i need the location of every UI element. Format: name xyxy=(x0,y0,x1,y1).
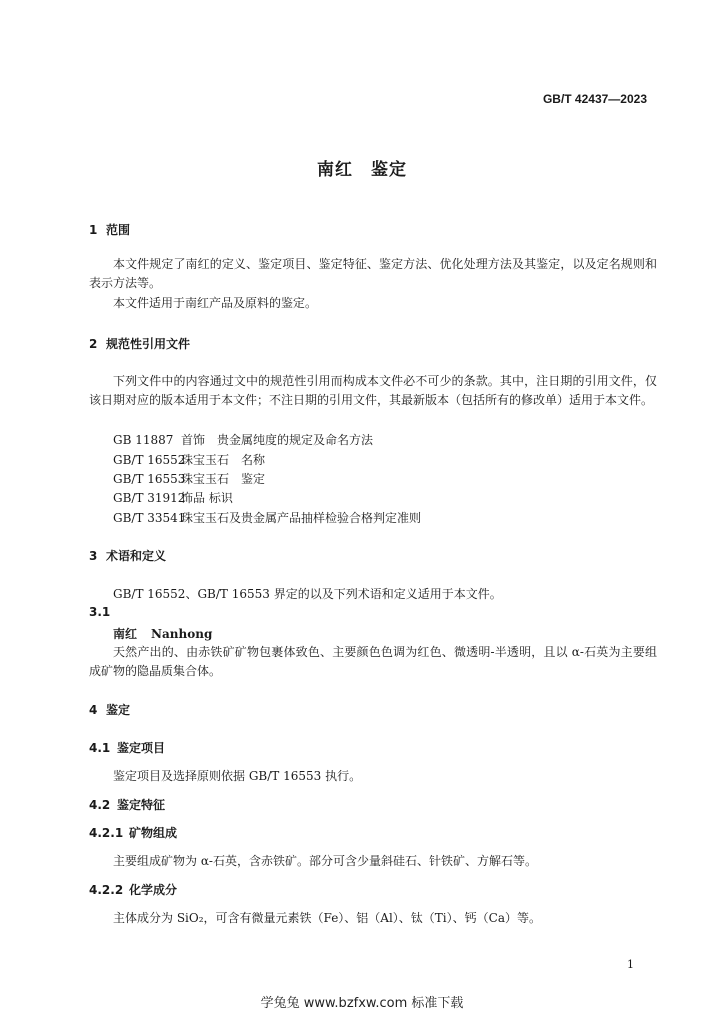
reference-code: GB/T 16552 xyxy=(113,453,186,467)
section-title: 化学成分 xyxy=(129,883,178,897)
section-title: 规范性引用文件 xyxy=(106,337,191,351)
section-number: 4 xyxy=(89,703,98,717)
section-number: 4.2.1 xyxy=(89,826,124,840)
section-title: 鉴定 xyxy=(106,703,131,717)
site-footer: 学兔兔 www.bzfxw.com 标准下载 xyxy=(260,996,464,1011)
section-number: 4.2.2 xyxy=(89,883,124,897)
section-number: 2 xyxy=(89,337,98,351)
page-number: 1 xyxy=(627,958,634,971)
reference-title: 珠宝玉石 鉴定 xyxy=(181,472,266,486)
term-number: 3.1 xyxy=(89,605,111,619)
section-3-heading xyxy=(89,547,166,564)
section-title: 鉴定特征 xyxy=(117,798,166,812)
section-1-heading xyxy=(89,221,130,238)
reference-title: 珠宝玉石及贵金属产品抽样检验合格判定准则 xyxy=(181,511,422,525)
document-title: 南红 鉴定 xyxy=(317,160,407,180)
reference-item xyxy=(113,470,265,487)
terms-intro: GB/T 16552、GB/T 16553 界定的以及下列术语和定义适用于本文件。 xyxy=(113,587,502,601)
section-4-2-2-heading xyxy=(89,881,177,898)
term-definition: 天然产出的、由赤铁矿矿物包裹体致色、主要颜色色调为红色、微透明-半透明，且以 α-石英为主要组成矿物的隐晶质集合体。 xyxy=(89,645,657,678)
reference-code: GB/T 16553 xyxy=(113,472,186,486)
section-title: 术语和定义 xyxy=(106,549,167,563)
reference-item xyxy=(113,431,373,448)
term-chinese: 南红 xyxy=(113,627,138,641)
reference-code: GB 11887 xyxy=(113,433,174,447)
standard-number: GB/T 42437—2023 xyxy=(542,92,647,106)
term-entry xyxy=(113,625,212,642)
normative-references-paragraph: 下列文件中的内容通过文中的规范性引用而构成本文件必不可少的条款。其中，注日期的引用文件，仅该日期对应的版本适用于本文件；不注日期的引用文件，其最新版本（包括所有的修改单）适用于本文件。 xyxy=(89,374,657,407)
section-number: 4.1 xyxy=(89,741,111,755)
section-number: 4.2 xyxy=(89,798,111,812)
section-title: 鉴定项目 xyxy=(117,741,166,755)
section-4-heading xyxy=(89,701,130,718)
reference-item xyxy=(113,489,233,506)
term-english: Nanhong xyxy=(151,627,213,641)
section-4-2-heading xyxy=(89,796,165,813)
section-4-2-1-heading xyxy=(89,824,177,841)
reference-item xyxy=(113,451,265,468)
reference-title: 珠宝玉石 名称 xyxy=(181,453,266,467)
reference-title: 饰品 标识 xyxy=(181,491,233,505)
mineral-composition-text: 主要组成矿物为 α-石英，含赤铁矿。部分可含少量斜硅石、针铁矿、方解石等。 xyxy=(113,854,537,868)
section-2-heading xyxy=(89,335,190,352)
section-4-1-heading xyxy=(89,739,165,756)
scope-paragraph: 本文件规定了南红的定义、鉴定项目、鉴定特征、鉴定方法、优化处理方法及其鉴定，以及定名规则和表示方法等。 xyxy=(89,257,657,290)
reference-item xyxy=(113,509,421,526)
identification-items-text: 鉴定项目及选择原则依据 GB/T 16553 执行。 xyxy=(113,769,362,783)
section-title: 矿物组成 xyxy=(129,826,178,840)
section-title: 范围 xyxy=(106,223,131,237)
section-number: 3 xyxy=(89,549,98,563)
chemical-composition-text: 主体成分为 SiO₂，可含有微量元素铁（Fe）、铝（Al）、钛（Ti）、钙（Ca）等。 xyxy=(113,911,541,925)
scope-applicability: 本文件适用于南红产品及原料的鉴定。 xyxy=(113,296,318,310)
section-number: 1 xyxy=(89,223,98,237)
reference-title: 首饰 贵金属纯度的规定及命名方法 xyxy=(181,433,374,447)
reference-code: GB/T 31912 xyxy=(113,491,186,505)
reference-code: GB/T 33541 xyxy=(113,511,186,525)
